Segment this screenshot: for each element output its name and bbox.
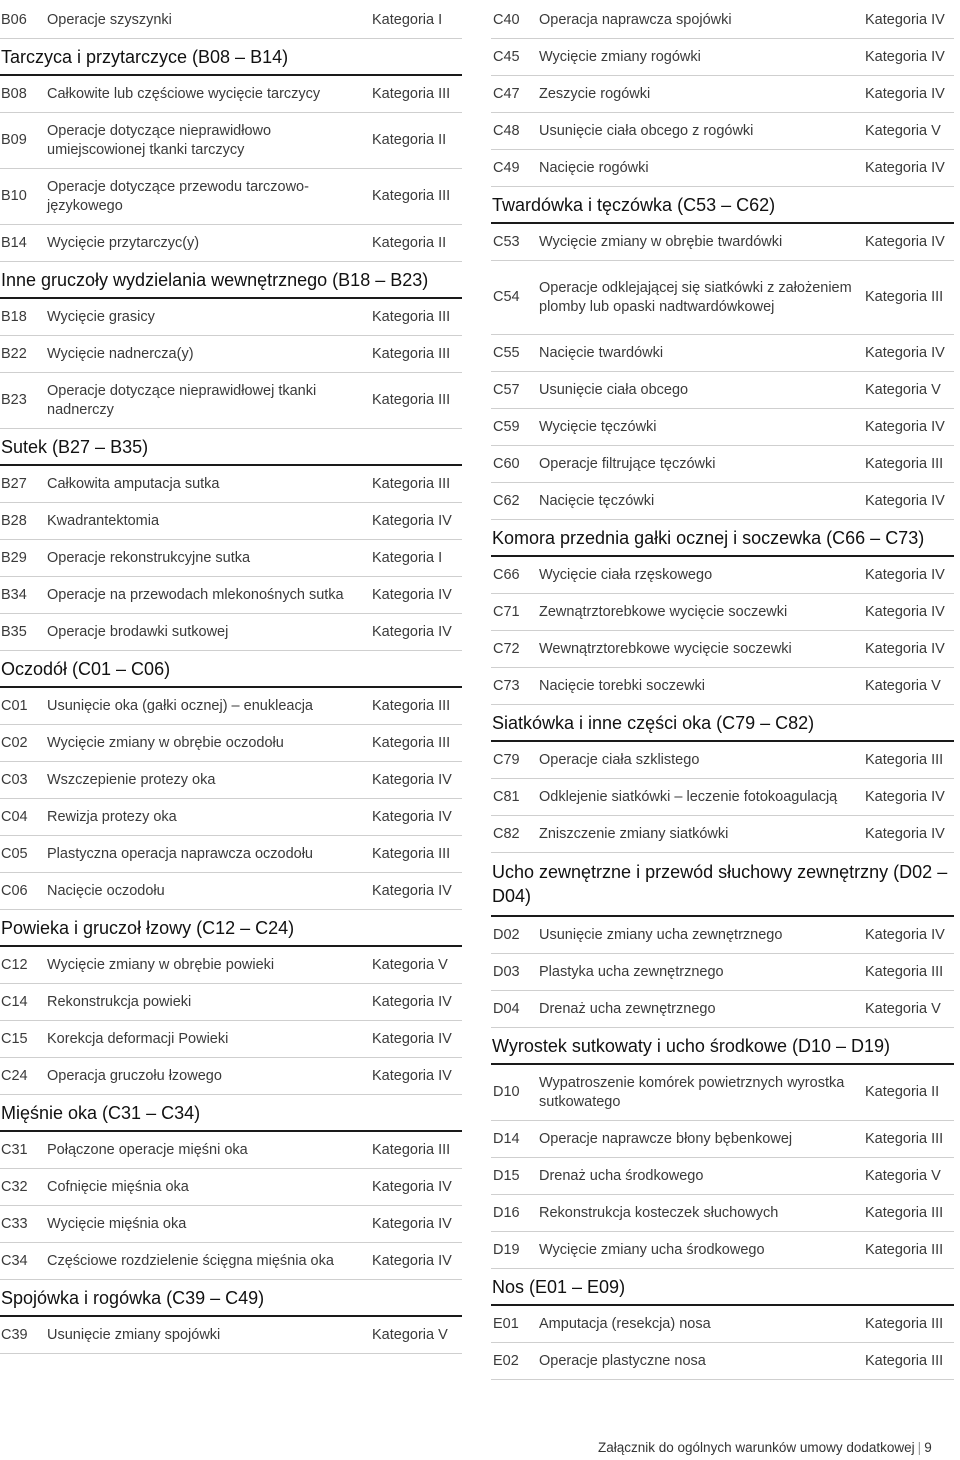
procedure-code: D10: [493, 1084, 520, 1100]
procedure-description: Operacje plastyczne nosa: [539, 1352, 706, 1369]
procedure-description: Całkowite lub częściowe wycięcie tarczycy: [47, 85, 321, 102]
procedure-code: C53: [493, 233, 520, 250]
procedure-code: C60: [493, 455, 520, 472]
table-row: [491, 261, 954, 335]
table-row: [491, 150, 954, 187]
page-footer: [598, 1440, 932, 1455]
table-row: [0, 2, 462, 39]
table-row: [491, 409, 954, 446]
table-row: [0, 1021, 462, 1058]
procedure-code: C54: [493, 289, 520, 305]
procedure-category: Kategoria III: [865, 1130, 944, 1147]
procedure-code: C32: [1, 1178, 28, 1195]
table-row: [0, 688, 462, 725]
section-heading: Inne gruczoły wydzielania wewnętrznego (B18 – B23): [0, 262, 462, 299]
procedure-description: Usunięcie ciała obcego: [539, 381, 689, 398]
table-row: [0, 113, 462, 169]
procedure-code: C59: [493, 418, 520, 435]
procedure-description: Wycięcie zmiany ucha środkowego: [539, 1241, 765, 1258]
procedure-description: Zniszczenie zmiany siatkówki: [539, 825, 729, 842]
procedure-category: Kategoria IV: [372, 882, 452, 899]
section-heading: Twardówka i tęczówka (C53 – C62): [491, 187, 954, 224]
table-row: [491, 1121, 954, 1158]
procedure-code: C12: [1, 956, 28, 973]
procedure-category: Kategoria III: [865, 1204, 944, 1221]
procedure-code: D15: [493, 1167, 520, 1184]
procedure-category: Kategoria III: [372, 188, 451, 204]
right-column: [491, 2, 954, 1380]
procedure-category: Kategoria IV: [865, 640, 945, 657]
procedure-category: Kategoria IV: [865, 566, 945, 583]
procedure-description: Wewnątrztorebkowe wycięcie soczewki: [539, 640, 792, 657]
section-heading: Powieka i gruczoł łzowy (C12 – C24): [0, 910, 462, 947]
section-heading: Spojówka i rogówka (C39 – C49): [0, 1280, 462, 1317]
procedure-category: Kategoria IV: [372, 586, 452, 603]
table-row: [491, 483, 954, 520]
table-row: [491, 1195, 954, 1232]
procedure-description: Wycięcie zmiany w obrębie twardówki: [539, 233, 783, 250]
procedure-code: C40: [493, 11, 520, 28]
procedure-description: Usunięcie oka (gałki ocznej) – enukleacja: [47, 697, 313, 714]
procedure-category: Kategoria IV: [865, 926, 945, 943]
procedure-code: B08: [1, 85, 27, 102]
procedure-description: Operacja naprawcza spojówki: [539, 11, 732, 28]
procedure-description: Wycięcie grasicy: [47, 308, 155, 325]
footer-separator: |: [917, 1440, 922, 1455]
procedure-category: Kategoria III: [372, 697, 451, 714]
procedure-category: Kategoria III: [865, 289, 944, 305]
procedure-description: Operacje dotyczące nieprawidłowo umiejscowionej tkanki tarczycy: [47, 122, 272, 158]
procedure-description: Zewnątrztorebkowe wycięcie soczewki: [539, 603, 788, 620]
procedure-code: C34: [1, 1252, 28, 1269]
procedure-category: Kategoria III: [865, 751, 944, 768]
table-row: [491, 335, 954, 372]
procedure-code: C48: [493, 122, 520, 139]
section-heading: Komora przednia gałki ocznej i soczewka (C66 – C73): [491, 520, 954, 557]
procedure-description: Wycięcie zmiany rogówki: [539, 48, 701, 65]
procedure-code: C66: [493, 566, 520, 583]
procedure-description: Cofnięcie mięśnia oka: [47, 1178, 189, 1195]
procedure-description: Nacięcie rogówki: [539, 159, 649, 176]
procedure-category: Kategoria V: [372, 1326, 448, 1343]
procedure-category: Kategoria V: [865, 677, 941, 694]
procedure-description: Połączone operacje mięśni oka: [47, 1141, 248, 1158]
left-column: [0, 2, 462, 1354]
section-heading: Ucho zewnętrzne i przewód słuchowy zewnętrzny (D02 – D04): [491, 853, 954, 917]
procedure-code: E02: [493, 1352, 519, 1369]
table-row: [0, 540, 462, 577]
procedure-description: Nacięcie twardówki: [539, 344, 664, 361]
procedure-code: C45: [493, 48, 520, 65]
procedure-description: Usunięcie zmiany spojówki: [47, 1326, 221, 1343]
procedure-code: C01: [1, 697, 28, 714]
table-row: [0, 799, 462, 836]
procedure-code: C62: [493, 492, 520, 509]
procedure-code: C55: [493, 344, 520, 361]
procedure-category: Kategoria IV: [372, 771, 452, 788]
procedure-description: Zeszycie rogówki: [539, 85, 651, 102]
footer-text: Załącznik do ogólnych warunków umowy dodatkowej: [598, 1440, 915, 1455]
procedure-description: Plastyka ucha zewnętrznego: [539, 963, 724, 980]
procedure-code: C24: [1, 1067, 28, 1084]
table-row: [0, 1317, 462, 1354]
table-row: [491, 594, 954, 631]
procedure-description: Wycięcie mięśnia oka: [47, 1215, 187, 1232]
procedure-description: Kwadrantektomia: [47, 512, 160, 529]
procedure-description: Operacja gruczołu łzowego: [47, 1067, 222, 1084]
table-row: [491, 779, 954, 816]
procedure-code: B06: [1, 11, 27, 28]
procedure-category: Kategoria IV: [865, 344, 945, 361]
table-row: [491, 1158, 954, 1195]
procedure-description: Operacje ciała szklistego: [539, 751, 700, 768]
procedure-category: Kategoria III: [372, 734, 451, 751]
section-heading: Siatkówka i inne części oka (C79 – C82): [491, 705, 954, 742]
procedure-category: Kategoria V: [865, 1000, 941, 1017]
table-row: [0, 466, 462, 503]
procedure-description: Operacje naprawcze błony bębenkowej: [539, 1130, 793, 1147]
procedure-category: Kategoria I: [372, 549, 443, 566]
section-heading: Mięśnie oka (C31 – C34): [0, 1095, 462, 1132]
procedure-code: D14: [493, 1130, 520, 1147]
procedure-code: D02: [493, 926, 520, 943]
procedure-category: Kategoria III: [865, 1241, 944, 1258]
section-heading: Sutek (B27 – B35): [0, 429, 462, 466]
procedure-code: B27: [1, 475, 27, 492]
procedure-code: C57: [493, 381, 520, 398]
procedure-description: Operacje dotyczące nieprawidłowej tkanki nadnerczy: [47, 382, 317, 418]
procedure-category: Kategoria III: [372, 845, 451, 862]
procedure-category: Kategoria IV: [865, 11, 945, 28]
procedure-code: C02: [1, 734, 28, 751]
table-row: [491, 372, 954, 409]
table-row: [0, 336, 462, 373]
procedure-description: Wypatroszenie komórek powietrznych wyrostka sutkowatego: [539, 1074, 845, 1110]
table-row: [491, 224, 954, 261]
procedure-description: Drenaż ucha zewnętrznego: [539, 1000, 716, 1017]
table-row: [491, 742, 954, 779]
table-row: [0, 1132, 462, 1169]
procedure-description: Usunięcie ciała obcego z rogówki: [539, 122, 754, 139]
table-row: [0, 1243, 462, 1280]
procedure-category: Kategoria IV: [372, 1215, 452, 1232]
procedure-code: B35: [1, 623, 27, 640]
procedure-category: Kategoria IV: [372, 993, 452, 1010]
procedure-category: Kategoria IV: [865, 159, 945, 176]
procedure-category: Kategoria IV: [372, 512, 452, 529]
procedure-code: D03: [493, 963, 520, 980]
procedure-description: Nacięcie torebki soczewki: [539, 677, 706, 694]
table-row: [0, 503, 462, 540]
procedure-description: Operacje na przewodach mlekonośnych sutka: [47, 586, 344, 603]
section-heading: Nos (E01 – E09): [491, 1269, 954, 1306]
table-row: [0, 225, 462, 262]
procedure-category: Kategoria III: [372, 475, 451, 492]
procedure-category: Kategoria II: [372, 132, 447, 148]
procedure-category: Kategoria III: [372, 1141, 451, 1158]
table-row: [0, 762, 462, 799]
procedure-code: B14: [1, 234, 27, 251]
procedure-category: Kategoria III: [865, 1315, 944, 1332]
procedure-description: Całkowita amputacja sutka: [47, 475, 220, 492]
procedure-category: Kategoria IV: [372, 623, 452, 640]
table-row: [0, 299, 462, 336]
procedure-description: Wycięcie ciała rzęskowego: [539, 566, 713, 583]
procedure-code: C73: [493, 677, 520, 694]
procedure-category: Kategoria III: [372, 308, 451, 325]
procedure-description: Operacje rekonstrukcyjne sutka: [47, 549, 251, 566]
procedure-category: Kategoria IV: [865, 825, 945, 842]
table-row: [0, 577, 462, 614]
table-row: [0, 947, 462, 984]
procedure-category: Kategoria III: [372, 345, 451, 362]
procedure-code: B22: [1, 345, 27, 362]
table-row: [0, 614, 462, 651]
procedure-description: Rekonstrukcja kosteczek słuchowych: [539, 1204, 779, 1221]
procedure-code: C33: [1, 1215, 28, 1232]
table-row: [0, 1206, 462, 1243]
table-row: [0, 725, 462, 762]
procedure-code: B34: [1, 586, 27, 603]
procedure-category: Kategoria IV: [372, 808, 452, 825]
table-row: [491, 1232, 954, 1269]
procedure-code: B23: [1, 392, 27, 408]
procedure-category: Kategoria III: [865, 455, 944, 472]
procedure-code: D19: [493, 1241, 520, 1258]
procedure-category: Kategoria IV: [865, 603, 945, 620]
procedure-code: B28: [1, 512, 27, 529]
table-row: [0, 836, 462, 873]
procedure-description: Wycięcie nadnercza(y): [47, 345, 194, 362]
procedure-code: B10: [1, 188, 27, 204]
procedure-code: C79: [493, 751, 520, 768]
table-row: [491, 668, 954, 705]
procedure-category: Kategoria IV: [865, 85, 945, 102]
procedure-category: Kategoria II: [865, 1084, 940, 1100]
procedure-category: Kategoria V: [865, 122, 941, 139]
procedure-category: Kategoria III: [372, 392, 451, 408]
procedure-code: C05: [1, 845, 28, 862]
procedure-description: Nacięcie tęczówki: [539, 492, 655, 509]
procedure-code: C04: [1, 808, 28, 825]
procedure-description: Odklejenie siatkówki – leczenie fotokoagulacją: [539, 788, 838, 805]
procedure-description: Rewizja protezy oka: [47, 808, 177, 825]
procedure-description: Rekonstrukcja powieki: [47, 993, 192, 1010]
procedure-code: C71: [493, 603, 520, 620]
table-row: [491, 446, 954, 483]
procedure-code: C31: [1, 1141, 28, 1158]
procedure-category: Kategoria V: [865, 1167, 941, 1184]
page-number: 9: [924, 1440, 932, 1455]
procedure-code: D16: [493, 1204, 520, 1221]
procedure-description: Usunięcie zmiany ucha zewnętrznego: [539, 926, 783, 943]
table-row: [491, 631, 954, 668]
procedure-category: Kategoria V: [372, 956, 448, 973]
procedure-code: C39: [1, 1326, 28, 1343]
procedure-description: Operacje odklejającej się siatkówki z założeniem plomby lub opaski nadtwardówkowej: [539, 279, 852, 315]
table-row: [491, 1306, 954, 1343]
procedure-description: Wszczepienie protezy oka: [47, 771, 216, 788]
procedure-category: Kategoria V: [865, 381, 941, 398]
procedure-category: Kategoria III: [372, 85, 451, 102]
procedure-category: Kategoria IV: [372, 1030, 452, 1047]
table-row: [0, 984, 462, 1021]
table-row: [491, 1343, 954, 1380]
procedure-code: D04: [493, 1000, 520, 1017]
table-row: [0, 76, 462, 113]
procedure-category: Kategoria IV: [865, 48, 945, 65]
procedure-description: Korekcja deformacji Powieki: [47, 1030, 229, 1047]
table-row: [491, 557, 954, 594]
procedure-description: Wycięcie tęczówki: [539, 418, 657, 435]
section-heading: Wyrostek sutkowaty i ucho środkowe (D10 – D19): [491, 1028, 954, 1065]
procedure-code: B29: [1, 549, 27, 566]
procedure-code: C72: [493, 640, 520, 657]
procedure-category: Kategoria IV: [372, 1067, 452, 1084]
procedure-description: Wycięcie zmiany w obrębie powieki: [47, 956, 275, 973]
table-row: [491, 991, 954, 1028]
procedure-description: Wycięcie zmiany w obrębie oczodołu: [47, 734, 284, 751]
procedure-description: Operacje filtrujące tęczówki: [539, 455, 716, 472]
procedure-description: Operacje szyszynki: [47, 11, 172, 28]
table-row: [491, 76, 954, 113]
table-row: [491, 39, 954, 76]
procedure-category: Kategoria I: [372, 11, 443, 28]
procedure-code: C06: [1, 882, 28, 899]
procedure-code: C14: [1, 993, 28, 1010]
procedure-code: C49: [493, 159, 520, 176]
procedure-code: B18: [1, 308, 27, 325]
table-row: [0, 169, 462, 225]
procedure-code: E01: [493, 1315, 519, 1332]
procedure-description: Wycięcie przytarczyc(y): [47, 234, 200, 251]
procedure-category: Kategoria III: [865, 1352, 944, 1369]
procedure-category: Kategoria IV: [372, 1178, 452, 1195]
procedure-category: Kategoria IV: [372, 1252, 452, 1269]
procedure-description: Drenaż ucha środkowego: [539, 1167, 704, 1184]
table-row: [491, 113, 954, 150]
table-row: [491, 1065, 954, 1121]
table-row: [0, 1058, 462, 1095]
table-row: [491, 2, 954, 39]
procedure-description: Amputacja (resekcja) nosa: [539, 1315, 711, 1332]
procedure-category: Kategoria IV: [865, 233, 945, 250]
procedure-code: C47: [493, 85, 520, 102]
table-row: [491, 816, 954, 853]
table-row: [491, 917, 954, 954]
procedure-code: C03: [1, 771, 28, 788]
table-row: [0, 373, 462, 429]
procedure-category: Kategoria II: [372, 234, 447, 251]
procedure-code: C81: [493, 788, 520, 805]
procedure-code: C82: [493, 825, 520, 842]
procedure-category: Kategoria IV: [865, 418, 945, 435]
procedure-code: B09: [1, 132, 27, 148]
procedure-description: Częściowe rozdzielenie ścięgna mięśnia oka: [47, 1252, 334, 1269]
procedure-description: Plastyczna operacja naprawcza oczodołu: [47, 845, 313, 862]
procedure-description: Operacje dotyczące przewodu tarczowo-językowego: [47, 178, 309, 214]
section-heading: Oczodół (C01 – C06): [0, 651, 462, 688]
procedure-category: Kategoria IV: [865, 492, 945, 509]
table-row: [0, 873, 462, 910]
table-row: [0, 1169, 462, 1206]
section-heading: Tarczyca i przytarczyce (B08 – B14): [0, 39, 462, 76]
procedure-category: Kategoria III: [865, 963, 944, 980]
procedure-description: Nacięcie oczodołu: [47, 882, 165, 899]
procedure-code: C15: [1, 1030, 28, 1047]
table-row: [491, 954, 954, 991]
procedure-category: Kategoria IV: [865, 788, 945, 805]
procedure-description: Operacje brodawki sutkowej: [47, 623, 229, 640]
